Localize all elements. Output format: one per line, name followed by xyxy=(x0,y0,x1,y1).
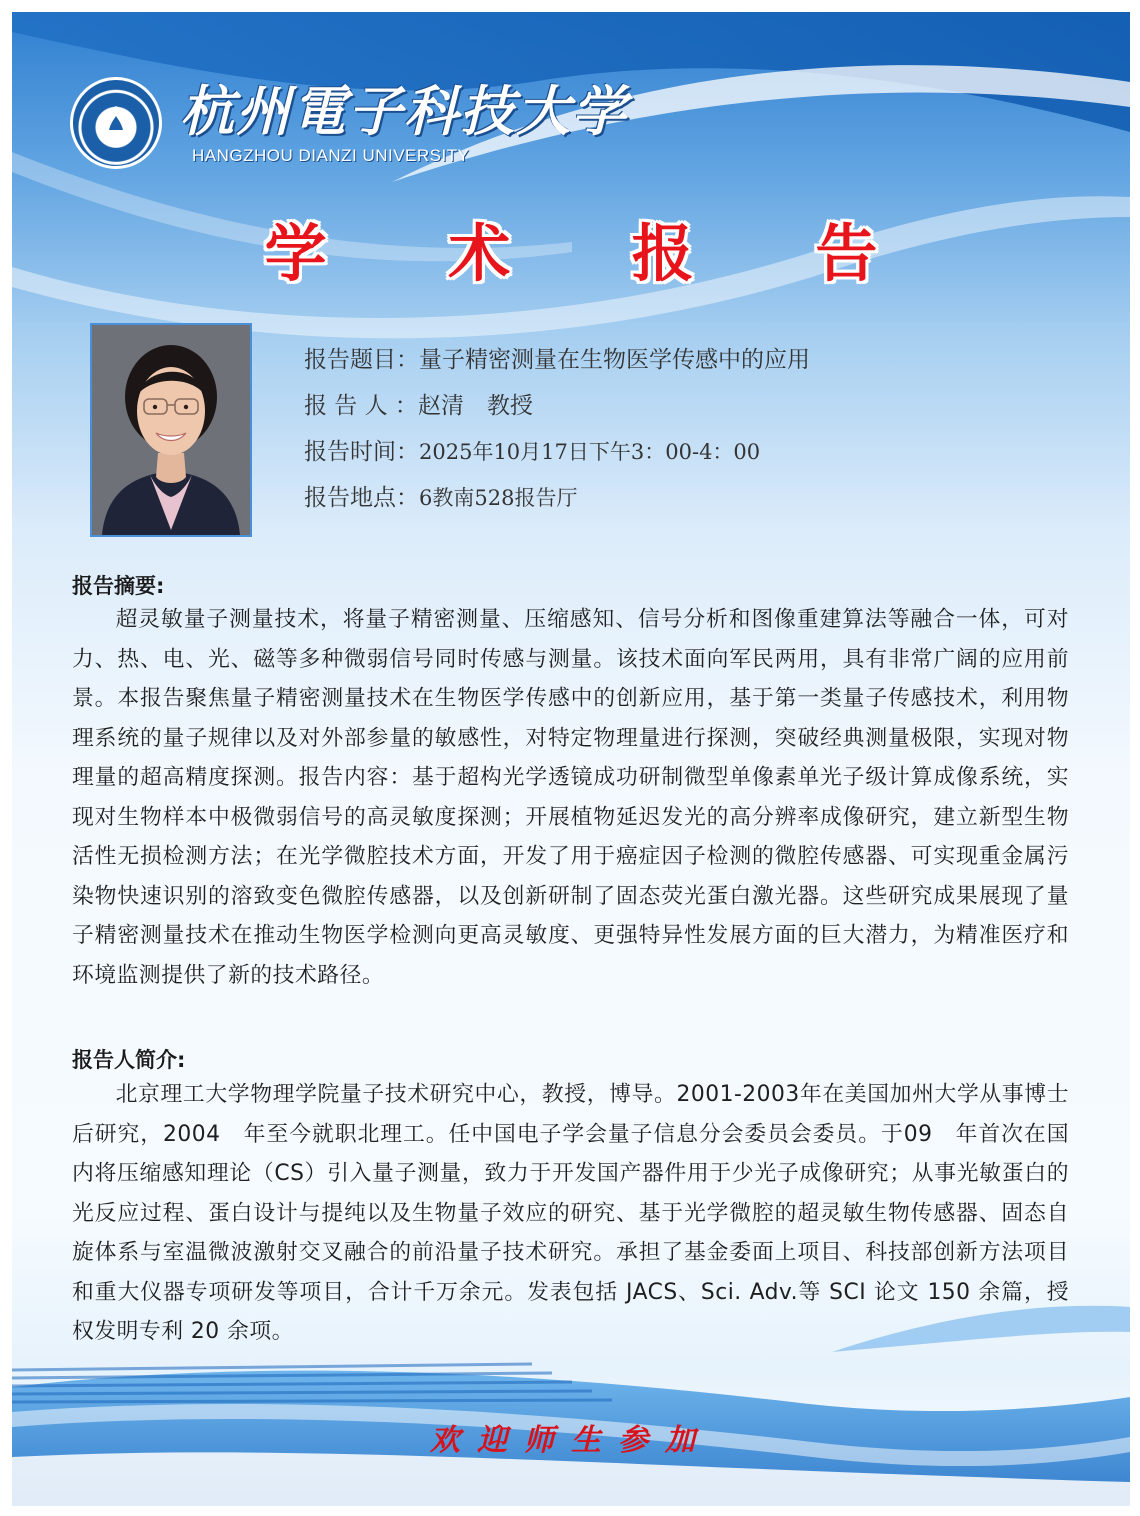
topic-value: 量子精密测量在生物医学传感中的应用 xyxy=(419,347,810,373)
university-name-cn: 杭州電子科技大学 xyxy=(180,79,628,143)
welcome-message: 欢迎师生参加 xyxy=(430,1423,712,1458)
page-title: 学 术 报 告 xyxy=(264,217,928,290)
poster xyxy=(12,12,1130,1506)
talk-info xyxy=(304,337,810,521)
time-label: 报告时间： xyxy=(304,439,419,465)
abstract-heading: 报告摘要: xyxy=(72,574,165,598)
abstract-text: 超灵敏量子测量技术，将量子精密测量、压缩感知、信号分析和图像重建算法等融合一体，可对力、热、电、光、磁等多种微弱信号同时传感与测量。该技术面向军民两用，具有非常广阔的应用前景。本报告聚焦量子精密测量技术在生物医学传感中的创新应用，基于第一类量子传感技术，利用物理系统的量子规律以及对外部参量的敏感性，对特定物理量进行探测，突破经典测量极限，实现对物理量的超高精度探测。报告内容：基于超构光学透镜成功研制微型单像素单光子级计算成像系统，实现对生物样本中极微弱信号的高灵敏度探测；开展植物延迟发光的高分辨率成像研究，建立新型生物活性无损检测方法；在光学微腔技术方面，开发了用于癌症因子检测的微腔传感器、可实现重金属污染物快速识别的溶致变色微腔传感器，以及创新研制了固态荧光蛋白激光器。这些研究成果展现了量子精密测量技术在推动生物医学检测向更高灵敏度、更强特异性发展方面的巨大潜力，为精准医疗和环境监测提供了新的技术路径。 xyxy=(72,607,1069,988)
bio-text: 北京理工大学物理学院量子技术研究中心，教授，博导。2001-2003年在美国加州大学从事博士后研究，2004 年至今就职北理工。任中国电子学会量子信息分会委员会委员。于09 年首次在国内将压缩感知理论（CS）引入量子测量，致力于开发国产器件用于少光子成像研究；从事光敏蛋白的光反应过程、蛋白设计与提纯以及生物量子效应的研究、基于光学微腔的超灵敏生物传感器、固态自旋体系与室温微波激射交叉融合的前沿量子技术研究。承担了基金委面上项目、科技部创新方法项目和重大仪器专项研发等项目，合计千万余元。发表包括 JACS、Sci. Adv.等 SCI 论文 150 余篇，授权发明专利 20 余项。 xyxy=(72,1082,1069,1344)
time-value: 2025年10月17日下午3：00-4：00 xyxy=(419,440,761,464)
bio-heading: 报告人简介: xyxy=(72,1048,186,1072)
speaker-portrait-icon xyxy=(92,325,250,535)
info-row-time xyxy=(304,429,810,475)
info-row-topic xyxy=(304,337,810,383)
info-row-place xyxy=(304,475,810,521)
place-value: 6教南528报告厅 xyxy=(419,486,578,510)
topic-label: 报告题目： xyxy=(304,347,419,373)
place-label: 报告地点： xyxy=(304,485,419,511)
speaker-value: 赵清 教授 xyxy=(417,393,533,419)
info-row-speaker xyxy=(304,383,810,429)
university-logo-icon xyxy=(70,77,162,169)
speaker-label: 报 告 人 ： xyxy=(304,393,418,419)
university-name-en: HANGZHOU DIANZI UNIVERSITY xyxy=(192,146,470,165)
speaker-photo xyxy=(90,323,252,537)
